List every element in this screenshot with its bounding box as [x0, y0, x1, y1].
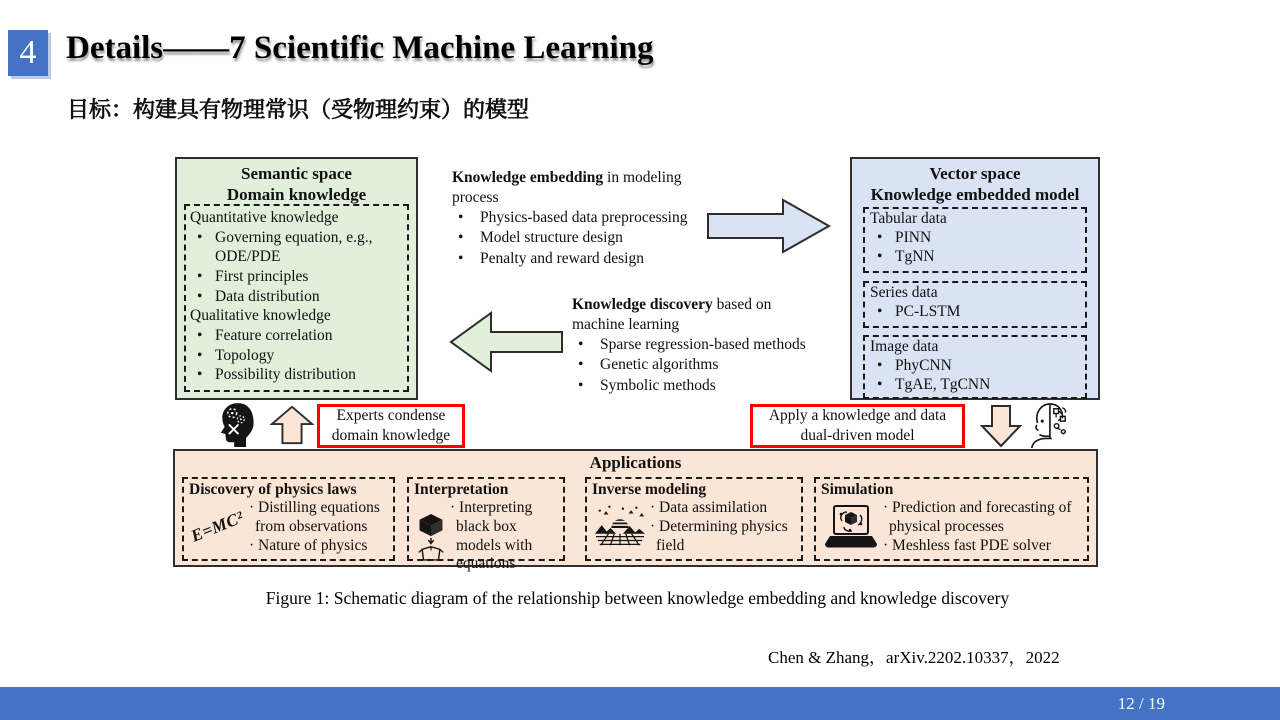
- reference-citation: Chen & Zhang，arXiv.2202.10337，2022: [768, 648, 1060, 667]
- applications-box: [173, 449, 1098, 573]
- experts-condense-callout: [317, 404, 465, 448]
- vector-space-box: [850, 157, 1100, 400]
- list-item-text: • Governing equation, e.g., ODE/PDE: [215, 228, 373, 266]
- callout-text: Experts condense domain knowledge: [331, 406, 451, 444]
- list-item-text: • Data distribution: [215, 287, 320, 305]
- list-item: [452, 228, 720, 248]
- embedding-right-arrow-icon: [706, 197, 832, 255]
- figure-caption: Figure 1: Schematic diagram of the relationship between knowledge embedding and knowledge discovery: [265, 588, 1010, 608]
- list-item: [189, 287, 404, 307]
- discovery-left-arrow-icon: [448, 306, 564, 378]
- app-item: · Interpreting black box models with equations: [450, 499, 533, 573]
- list-item-text: • TgNN: [895, 247, 935, 265]
- semantic-title-line1: Semantic space: [241, 164, 352, 183]
- list-item-text: • Genetic algorithms: [600, 356, 719, 374]
- down-arrow-icon: [980, 404, 1022, 448]
- note-heading: [572, 295, 877, 315]
- list-item: [452, 249, 720, 269]
- list-item: [572, 376, 877, 396]
- applications-title: Applications: [589, 453, 682, 472]
- up-arrow-icon: [270, 404, 314, 446]
- list-item: [869, 357, 1081, 376]
- emc2-text: E=MC²: [188, 507, 247, 546]
- knowledge-discovery-note: [572, 295, 877, 396]
- note-heading-bold: Knowledge discovery: [572, 296, 713, 313]
- app-simulation-section: [814, 477, 1089, 561]
- list-item: [189, 228, 404, 267]
- vector-title-line1: Vector space: [929, 164, 1021, 183]
- semantic-title-line2: Domain knowledge: [226, 185, 367, 205]
- blackbox-unboxing-icon: [414, 509, 448, 565]
- note-heading: [452, 168, 720, 188]
- group-heading: Series data: [870, 284, 938, 301]
- list-item: [869, 303, 1081, 322]
- list-item: [869, 248, 1081, 267]
- list-item: [572, 335, 877, 355]
- note-heading-rest: based on: [712, 296, 772, 313]
- list-item-text: • TgAE, TgCNN: [895, 375, 991, 393]
- list-item-text: • Feature correlation: [215, 327, 333, 345]
- list-item: [189, 326, 404, 346]
- note-heading-bold: Knowledge embedding: [452, 169, 604, 186]
- series-data-group: [863, 281, 1087, 328]
- page-number: 12 / 19: [1117, 694, 1165, 713]
- note-heading-line2: machine learning: [572, 316, 680, 334]
- vector-title-line2: Knowledge embedded model: [870, 185, 1080, 205]
- list-item: [189, 365, 404, 385]
- section-number-badge: 4: [8, 30, 48, 76]
- note-heading-rest: in modeling: [603, 169, 682, 186]
- app-item: · Distilling equations from observations: [249, 499, 380, 535]
- physics-field-landscape-icon: [592, 502, 648, 552]
- list-item-text: • Topology: [215, 346, 275, 364]
- semantic-box-title: [177, 159, 416, 206]
- dual-driven-model-callout: [750, 404, 965, 448]
- list-item-text: • Model structure design: [480, 229, 623, 247]
- callout-text: Apply a knowledge and data dual-driven model: [768, 406, 947, 444]
- image-data-group: [863, 335, 1087, 399]
- tabular-data-group: [863, 207, 1087, 273]
- list-item-text: • First principles: [215, 268, 309, 286]
- human-robot-head-icon: [1026, 399, 1070, 451]
- app-inverse-modeling-section: [585, 477, 803, 561]
- list-item: [869, 376, 1081, 395]
- footer-bar: [0, 687, 1280, 720]
- list-item: [452, 208, 720, 228]
- list-item-text: • Symbolic methods: [600, 376, 716, 394]
- expert-head-gears-icon: [218, 401, 256, 449]
- vector-box-title: [852, 159, 1098, 206]
- list-item-text: • PhyCNN: [895, 356, 952, 374]
- app-item: · Meshless fast PDE solver: [883, 536, 1051, 554]
- list-item-text: • PINN: [895, 228, 932, 246]
- app-item: · Determining physics field: [650, 517, 788, 554]
- knowledge-embedding-note: [452, 168, 720, 269]
- list-item: [572, 355, 877, 375]
- app-item: · Data assimilation: [650, 499, 768, 517]
- list-item: [189, 346, 404, 366]
- app-section-heading: Inverse modeling: [592, 481, 707, 498]
- app-section-heading: Discovery of physics laws: [189, 481, 357, 498]
- app-section-heading: Simulation: [821, 481, 894, 498]
- group-heading: Tabular data: [870, 210, 947, 227]
- laptop-atom-icon: [821, 503, 881, 551]
- list-item-text: • PC-LSTM: [895, 302, 961, 320]
- list-item-text: • Possibility distribution: [215, 366, 356, 384]
- app-item: · Nature of physics: [249, 536, 368, 554]
- app-section-heading: Interpretation: [414, 481, 509, 498]
- note-heading-line2: process: [452, 189, 499, 207]
- app-item: · Prediction and forecasting of physical processes: [883, 499, 1072, 535]
- quantitative-heading: Quantitative knowledge: [190, 209, 339, 226]
- slide-subtitle: 目标：构建具有物理常识（受物理约束）的模型: [67, 97, 530, 122]
- app-interpretation-section: [407, 477, 565, 573]
- list-item-text: • Sparse regression-based methods: [600, 336, 806, 354]
- group-heading: Image data: [870, 338, 939, 355]
- domain-knowledge-list: [184, 204, 409, 392]
- app-discovery-section: [182, 477, 395, 561]
- list-item: [869, 229, 1081, 248]
- emc2-icon: [188, 507, 247, 546]
- semantic-space-box: [175, 157, 418, 400]
- list-item-text: • Physics-based data preprocessing: [480, 209, 688, 227]
- list-item-text: • Penalty and reward design: [480, 249, 644, 267]
- qualitative-heading: Qualitative knowledge: [190, 307, 331, 325]
- slide-title: Details——7 Scientific Machine Learning: [66, 30, 654, 66]
- list-item: [189, 267, 404, 287]
